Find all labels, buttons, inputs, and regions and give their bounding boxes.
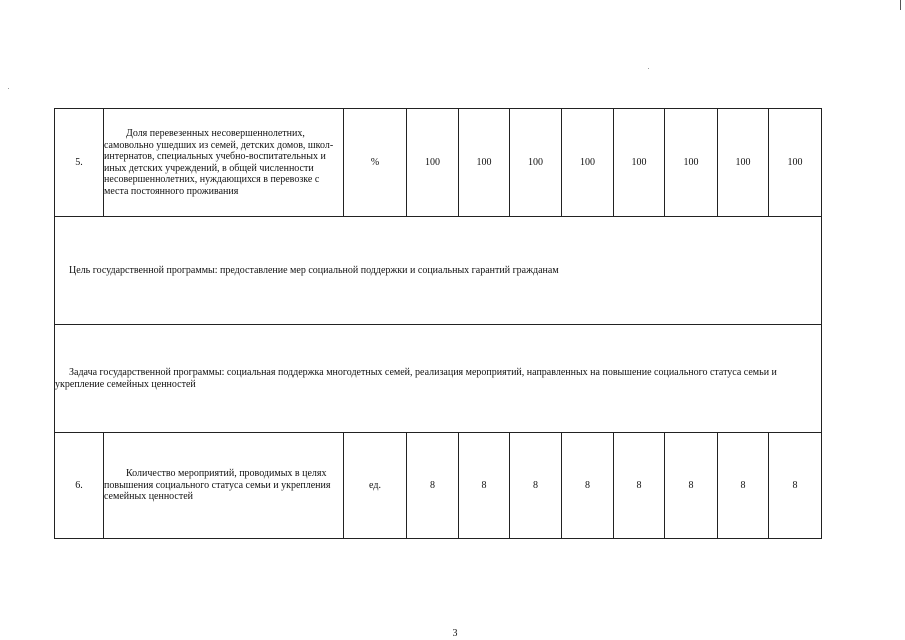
row-value: 100 (407, 109, 459, 217)
task-row (55, 325, 822, 433)
row-value: 100 (665, 109, 718, 217)
program-task-text: Задача государственной программы: социальная поддержка многодетных семей, реализация мероприятий, направленных на повышение социального статуса семьи и укрепление семейных ценностей (55, 367, 777, 390)
row-value: 8 (769, 433, 822, 539)
goal-row (55, 217, 822, 325)
program-goal (55, 217, 822, 325)
scan-speck (648, 68, 649, 69)
program-goal-text: Цель государственной программы: предоставление мер социальной поддержки и социальных гарантий гражданам (69, 264, 559, 276)
row-value: 100 (510, 109, 562, 217)
row-value: 8 (562, 433, 614, 539)
table-row (55, 433, 822, 539)
row-description (104, 433, 344, 539)
page-number: 3 (452, 628, 458, 639)
row-value: 8 (665, 433, 718, 539)
row-value: 100 (769, 109, 822, 217)
row-value: 8 (510, 433, 562, 539)
scan-speck (8, 88, 9, 89)
row-value: 100 (614, 109, 665, 217)
row-value: 8 (614, 433, 665, 539)
row-value: 100 (562, 109, 614, 217)
row-value: 100 (459, 109, 510, 217)
row-description-text: Количество мероприятий, проводимых в целях повышения социального статуса семьи и укрепления семейных ценностей (104, 468, 331, 503)
program-task (55, 325, 822, 433)
row-value: 8 (407, 433, 459, 539)
table-row (55, 109, 822, 217)
row-number: 6. (55, 433, 104, 539)
row-description-text: Доля перевезенных несовершеннолетних, самовольно ушедших из семей, детских домов, школ-интернатов, специальных учебно-воспитательных и иных детских учреждений, в общей численности несовершеннолетних, нуждающихся в перевозке с места постоянного проживания (104, 128, 334, 197)
row-value: 8 (459, 433, 510, 539)
row-value: 100 (718, 109, 769, 217)
row-description (104, 109, 344, 217)
row-unit: % (344, 109, 407, 217)
row-value: 8 (718, 433, 769, 539)
indicators-table (54, 108, 822, 539)
scan-edge-mark (900, 0, 901, 10)
row-unit: ед. (344, 433, 407, 539)
row-number: 5. (55, 109, 104, 217)
